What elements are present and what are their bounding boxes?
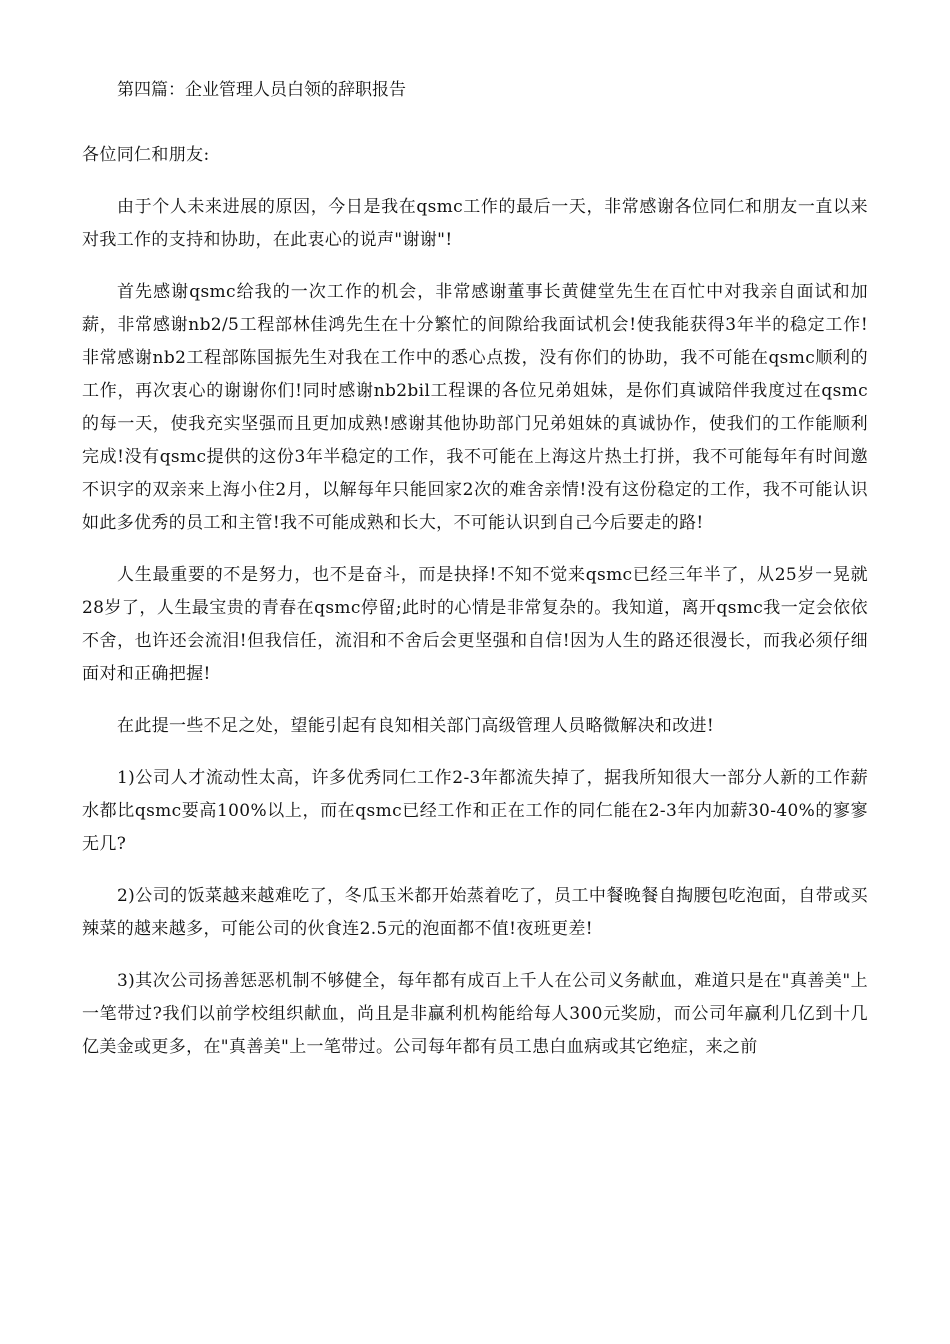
paragraph: 首先感谢qsmc给我的一次工作的机会，非常感谢董事长黄健堂先生在百忙中对我亲自面试和加薪，非常感谢nb2/5工程部林佳鸿先生在十分繁忙的间隙给我面试机会!使我能获得3年半的稳定工作!非常感谢nb2工程部陈国振先生对我在工作中的悉心点拨，没有你们的协助，我不可能在qsmc顺利的工作，再次衷心的谢谢你们!同时感谢nb2bil工程课的各位兄弟姐妹，是你们真诚陪伴我度过在qsmc的每一天，使我充实坚强而且更加成熟!感谢其他协助部门兄弟姐妹的真诚协作，使我们的工作能顺利完成!没有qsmc提供的这份3年半稳定的工作，我不可能在上海这片热土打拼，我不可能每年有时间邀不识字的双亲来上海小住2月，以解每年只能回家2次的难舍亲情!没有这份稳定的工作，我不可能认识如此多优秀的员工和主管!我不可能成熟和长大，不可能认识到自己今后要走的路! [82,282,868,533]
salutation: 各位同仁和朋友: [82,145,210,165]
document-title: 第四篇：企业管理人员白领的辞职报告 [117,80,406,100]
paragraph: 2)公司的饭菜越来越难吃了，冬瓜玉米都开始蒸着吃了，员工中餐晚餐自掏腰包吃泡面，自带或买辣菜的越来越多，可能公司的伙食连2.5元的泡面都不值!夜班更差! [82,886,868,939]
paragraph: 人生最重要的不是努力，也不是奋斗，而是抉择!不知不觉来qsmc已经三年半了，从25岁一晃就28岁了，人生最宝贵的青春在qsmc停留;此时的心情是非常复杂的。我知道，离开qsmc我一定会依依不舍，也许还会流泪!但我信任，流泪和不舍后会更坚强和自信!因为人生的路还很漫长，而我必须仔细面对和正确把握! [82,565,868,684]
paragraph: 1)公司人才流动性太高，许多优秀同仁工作2-3年都流失掉了，据我所知很大一部分人新的工作薪水都比qsmc要高100%以上，而在qsmc已经工作和正在工作的同仁能在2-3年内加薪30-40%的寥寥无几? [82,768,868,854]
paragraph: 在此提一些不足之处，望能引起有良知相关部门高级管理人员略微解决和改进! [117,716,715,736]
paragraph: 3)其次公司扬善惩恶机制不够健全，每年都有成百上千人在公司义务献血，难道只是在"真善美"上一笔带过?我们以前学校组织献血，尚且是非赢利机构能给每人300元奖励，而公司年赢利几亿到十几亿美金或更多，在"真善美"上一笔带过。公司每年都有员工患白血病或其它绝症，来之前 [82,971,868,1057]
paragraph: 由于个人未来进展的原因，今日是我在qsmc工作的最后一天，非常感谢各位同仁和朋友一直以来对我工作的支持和协助，在此衷心的说声"谢谢"! [82,197,868,250]
